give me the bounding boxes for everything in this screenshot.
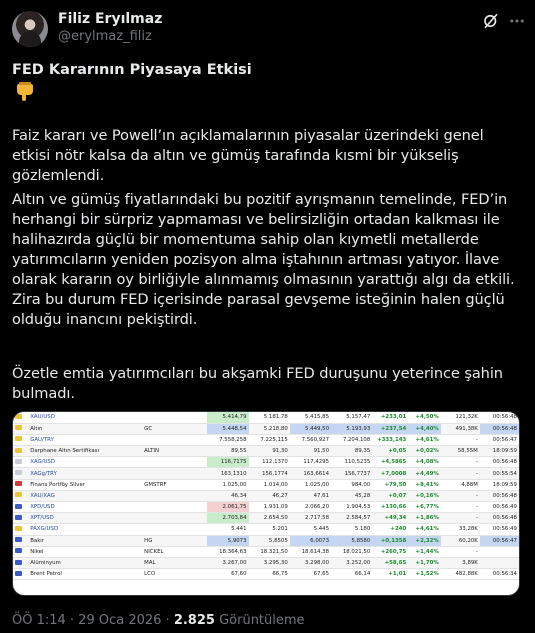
table-cell-chg: +233,01 <box>372 412 408 423</box>
view-count: 2.825 <box>173 613 215 628</box>
table-cell-close: 156,7737 <box>331 468 372 479</box>
table-cell-sym <box>142 490 207 501</box>
table-cell-low: 46,27 <box>249 490 290 501</box>
flag-icon <box>15 425 22 430</box>
table-cell-low: 5.201 <box>249 524 290 535</box>
table-cell-flag <box>13 546 28 557</box>
table-cell-close: 110,5235 <box>331 457 372 468</box>
post-title: FED Kararının Piyasaya Etkisi <box>12 62 252 78</box>
table-cell-close: 7.204,108 <box>331 434 372 445</box>
table-cell-close: 984,00 <box>331 479 372 490</box>
table-cell-flag <box>13 569 28 580</box>
table-cell-name: XAGg/TRY <box>28 468 142 479</box>
table-cell-low: 156,1774 <box>249 468 290 479</box>
table-cell-last: 5,9073 <box>207 535 248 546</box>
table-cell-high: 163,6614 <box>290 468 331 479</box>
table-cell-low: 66,75 <box>249 569 290 580</box>
post-timestamp[interactable]: ÖÖ 1:14 · 29 Oca 2026 · <box>12 613 174 628</box>
table-cell-high: 1.025,00 <box>290 479 331 490</box>
table-cell-last: 116,7175 <box>207 457 248 468</box>
table-cell-chg: +0,05 <box>372 446 408 457</box>
table-cell-pct: +4,61% <box>408 434 441 445</box>
table-cell-flag <box>13 479 28 490</box>
table-cell-name: GAU/TRY <box>28 434 142 445</box>
table-cell-time: 00:56:49 <box>480 524 519 535</box>
table-cell-high: 67,65 <box>290 569 331 580</box>
table-cell-name: Nikel <box>28 546 142 557</box>
post-paragraph-1: Faiz kararı ve Powell’ın açıklamalarının piyasalar üzerindeki genel etkisi nötr kalsa da altın ve gümüş tarafında kısmi bir yükseliş gözlemlendi. <box>12 127 484 184</box>
flag-icon <box>15 492 22 497</box>
table-cell-low: 5.218,80 <box>249 423 290 434</box>
table-cell-chg: +130,66 <box>372 502 408 513</box>
table-cell-high: 2.717,58 <box>290 513 331 524</box>
table-cell-name: Bakır <box>28 535 142 546</box>
table-cell-close: 3.252,00 <box>331 557 372 568</box>
table-cell-vol: - <box>441 513 480 524</box>
table-cell-sym: MAL <box>142 557 207 568</box>
grok-icon[interactable] <box>482 12 500 30</box>
table-cell-flag <box>13 412 28 423</box>
table-cell-time: 00:56:48 <box>480 412 519 423</box>
table-cell-low: 18.321,50 <box>249 546 290 557</box>
author-handle[interactable]: @erylmaz_filiz <box>58 29 152 44</box>
table-cell-time <box>480 546 519 557</box>
table-cell-chg: +1,01 <box>372 569 408 580</box>
table-cell-sym <box>142 502 207 513</box>
table-cell-name: XAU/XAG <box>28 490 142 501</box>
flag-icon <box>15 571 22 576</box>
table-row <box>13 434 519 445</box>
table-cell-flag <box>13 535 28 546</box>
table-cell-last: 46,34 <box>207 490 248 501</box>
table-cell-high: 5.449,50 <box>290 423 331 434</box>
table-cell-vol: 60,20K <box>441 535 480 546</box>
table-cell-close: 18.021,50 <box>331 546 372 557</box>
table-cell-name: Altın <box>28 423 142 434</box>
table-cell-high: 6,0073 <box>290 535 331 546</box>
flag-icon <box>15 470 22 475</box>
table-cell-low: 1.931,09 <box>249 502 290 513</box>
table-cell-sym: NICKEL <box>142 546 207 557</box>
market-table <box>13 412 519 580</box>
table-cell-vol: 4,88M <box>441 479 480 490</box>
table-cell-pct: +1,52% <box>408 569 441 580</box>
table-cell-pct: +4,49% <box>408 468 441 479</box>
table-cell-chg: +333,143 <box>372 434 408 445</box>
table-cell-name: Finans Portföy Silver <box>28 479 142 490</box>
table-cell-close: 2.584,57 <box>331 513 372 524</box>
table-cell-pct: +1,86% <box>408 513 441 524</box>
table-cell-chg: +0,1358 <box>372 535 408 546</box>
table-cell-sym: GMSTRF <box>142 479 207 490</box>
table-cell-high: 3.298,00 <box>290 557 331 568</box>
table-cell-time: 00:56:47 <box>480 434 519 445</box>
table-cell-last: 18.364,63 <box>207 546 248 557</box>
table-cell-name: XPD/USD <box>28 502 142 513</box>
table-cell-pct: +2,32% <box>408 535 441 546</box>
table-cell-chg: +237,54 <box>372 423 408 434</box>
table-cell-vol: 121,32K <box>441 412 480 423</box>
table-cell-vol: - <box>441 490 480 501</box>
table-cell-close: 89,35 <box>331 446 372 457</box>
table-cell-pct: +6,77% <box>408 502 441 513</box>
table-cell-pct: +4,50% <box>408 412 441 423</box>
table-cell-vol: 491,38K <box>441 423 480 434</box>
table-cell-last: 67,60 <box>207 569 248 580</box>
table-cell-sym: HG <box>142 535 207 546</box>
table-cell-vol: 58,55M <box>441 446 480 457</box>
table-row <box>13 557 519 568</box>
table-cell-name: XAU/USD <box>28 412 142 423</box>
post-footer <box>12 613 305 628</box>
table-cell-flag <box>13 490 28 501</box>
table-cell-low: 112,1370 <box>249 457 290 468</box>
table-cell-time: 00:56:48 <box>480 513 519 524</box>
table-cell-flag <box>13 557 28 568</box>
table-cell-vol: - <box>441 546 480 557</box>
table-cell-time: 00:56:49 <box>480 502 519 513</box>
table-row <box>13 502 519 513</box>
flag-icon <box>15 560 22 565</box>
table-cell-chg: +240 <box>372 524 408 535</box>
more-options-icon[interactable] <box>507 12 527 30</box>
table-cell-vol: - <box>441 468 480 479</box>
table-cell-sym: GC <box>142 423 207 434</box>
flag-icon <box>15 459 22 464</box>
table-cell-sym <box>142 524 207 535</box>
table-cell-last: 3.267,00 <box>207 557 248 568</box>
author-name[interactable]: Filiz Eryılmaz <box>58 11 163 27</box>
table-cell-high: 2.066,20 <box>290 502 331 513</box>
table-cell-time: 00:56:48 <box>480 457 519 468</box>
table-cell-high: 5.445 <box>290 524 331 535</box>
table-cell-sym: LCO <box>142 569 207 580</box>
table-cell-chg: +58,65 <box>372 557 408 568</box>
table-row <box>13 513 519 524</box>
table-cell-name: Brent Petrol <box>28 569 142 580</box>
table-row <box>13 457 519 468</box>
table-cell-high: 47,61 <box>290 490 331 501</box>
table-cell-name: Darphane Altın Sertifikası <box>28 446 142 457</box>
table-cell-time <box>480 557 519 568</box>
market-table-image[interactable] <box>12 411 520 596</box>
table-cell-low: 7.225,115 <box>249 434 290 445</box>
table-cell-chg: +79,50 <box>372 479 408 490</box>
table-cell-sym <box>142 434 207 445</box>
table-cell-high: 7.560,927 <box>290 434 331 445</box>
table-cell-last: 5.414,79 <box>207 412 248 423</box>
table-cell-vol: 482,88K <box>441 569 480 580</box>
table-row <box>13 423 519 434</box>
table-cell-low: 91,30 <box>249 446 290 457</box>
table-cell-pct: +8,41% <box>408 479 441 490</box>
table-row <box>13 446 519 457</box>
table-cell-high: 117,4295 <box>290 457 331 468</box>
table-cell-high: 18.614,38 <box>290 546 331 557</box>
table-cell-low: 3.295,30 <box>249 557 290 568</box>
table-cell-flag <box>13 502 28 513</box>
table-cell-time: 18:09:59 <box>480 479 519 490</box>
table-row <box>13 546 519 557</box>
table-cell-vol: 3,89K <box>441 557 480 568</box>
table-cell-pct: +1,70% <box>408 557 441 568</box>
table-cell-flag <box>13 446 28 457</box>
post-paragraph-3: Özetle emtia yatırımcıları bu akşamki FED duruşunu yeterince şahin bulmadı. <box>12 365 503 402</box>
table-cell-last: 163,1310 <box>207 468 248 479</box>
table-cell-low: 1.014,00 <box>249 479 290 490</box>
table-cell-chg: +7,0008 <box>372 468 408 479</box>
table-cell-last: 2.703,84 <box>207 513 248 524</box>
table-cell-last: 1.025,00 <box>207 479 248 490</box>
table-cell-flag <box>13 423 28 434</box>
table-cell-time: 00:55:54 <box>480 468 519 479</box>
table-cell-flag <box>13 434 28 445</box>
table-cell-close: 5,8580 <box>331 535 372 546</box>
table-cell-chg: +4,5865 <box>372 457 408 468</box>
table-row <box>13 490 519 501</box>
table-cell-pct: +4,61% <box>408 524 441 535</box>
flag-icon <box>15 548 22 553</box>
table-cell-time: 18:09:59 <box>480 446 519 457</box>
table-cell-time: 00:56:48 <box>480 423 519 434</box>
table-cell-sym <box>142 457 207 468</box>
table-cell-vol: - <box>441 457 480 468</box>
table-cell-pct: +0,16% <box>408 490 441 501</box>
table-cell-low: 5,8505 <box>249 535 290 546</box>
table-cell-name: Alüminyum <box>28 557 142 568</box>
table-cell-pct: +1,44% <box>408 546 441 557</box>
flag-icon <box>15 414 22 419</box>
table-cell-pct: +4,08% <box>408 457 441 468</box>
flag-icon <box>15 436 22 441</box>
table-row <box>13 479 519 490</box>
table-cell-high: 5.415,85 <box>290 412 331 423</box>
flag-icon <box>15 526 22 531</box>
table-cell-close: 45,28 <box>331 490 372 501</box>
table-row <box>13 535 519 546</box>
table-cell-time: 00:56:34 <box>480 569 519 580</box>
pointing-down-hand <box>16 82 34 102</box>
table-cell-pct: +0,02% <box>408 446 441 457</box>
table-row <box>13 468 519 479</box>
table-cell-name: XPT/USD <box>28 513 142 524</box>
table-cell-chg: +260,75 <box>372 546 408 557</box>
flag-icon <box>15 515 22 520</box>
table-cell-last: 89,55 <box>207 446 248 457</box>
table-cell-high: 91,50 <box>290 446 331 457</box>
table-cell-time: 00:56:48 <box>480 490 519 501</box>
table-cell-flag <box>13 524 28 535</box>
table-cell-close: 5.180 <box>331 524 372 535</box>
post-header <box>12 8 523 48</box>
table-cell-time: 00:56:47 <box>480 535 519 546</box>
table-cell-flag <box>13 457 28 468</box>
table-cell-last: 2.061,75 <box>207 502 248 513</box>
table-cell-vol: 33,28K <box>441 524 480 535</box>
table-cell-flag <box>13 468 28 479</box>
flag-icon <box>15 504 22 509</box>
table-cell-last: 5.441 <box>207 524 248 535</box>
table-cell-sym <box>142 513 207 524</box>
table-cell-sym <box>142 412 207 423</box>
table-row <box>13 524 519 535</box>
table-cell-pct: +4,40% <box>408 423 441 434</box>
table-cell-last: 7.558,258 <box>207 434 248 445</box>
table-cell-low: 2.654,50 <box>249 513 290 524</box>
table-cell-vol: - <box>441 434 480 445</box>
table-cell-close: 1.904,53 <box>331 502 372 513</box>
table-cell-sym: ALTIN <box>142 446 207 457</box>
table-row <box>13 569 519 580</box>
table-row <box>13 412 519 423</box>
table-cell-sym <box>142 468 207 479</box>
views-label: Görüntüleme <box>214 613 305 628</box>
flag-icon <box>15 481 22 486</box>
table-cell-close: 66,14 <box>331 569 372 580</box>
table-cell-low: 5.181,78 <box>249 412 290 423</box>
table-cell-name: XAG/USD <box>28 457 142 468</box>
avatar[interactable] <box>12 11 48 47</box>
table-cell-vol: - <box>441 502 480 513</box>
table-cell-name: PAXG/USD <box>28 524 142 535</box>
flag-icon <box>15 448 22 453</box>
flag-icon <box>15 537 22 542</box>
table-cell-chg: +49,34 <box>372 513 408 524</box>
table-cell-close: 5.157,47 <box>331 412 372 423</box>
post-paragraph-2: Altın ve gümüş fiyatlarındaki bu pozitif ayrışmanın temelinde, FED’in herhangi bir sürpriz yapmaması ve belirsizliğin ortadan kalkması ile halihazırda güçlü bir momentuma sahip olan kıymetli metallerde yatırımcıların yeniden pozisyon alma iştahının artması yatıyor. İlave olarak kararın oy birliğiyle alınmamış olmasının yarattığı algı da etkili. Zira bu durum FED içerisinde parasal gevşeme isteğinin halen güçlü olduğu inancını pekiştirdi. <box>12 191 515 328</box>
table-cell-close: 5.193,93 <box>331 423 372 434</box>
table-cell-last: 5.448,54 <box>207 423 248 434</box>
table-cell-chg: +0,07 <box>372 490 408 501</box>
table-cell-flag <box>13 513 28 524</box>
